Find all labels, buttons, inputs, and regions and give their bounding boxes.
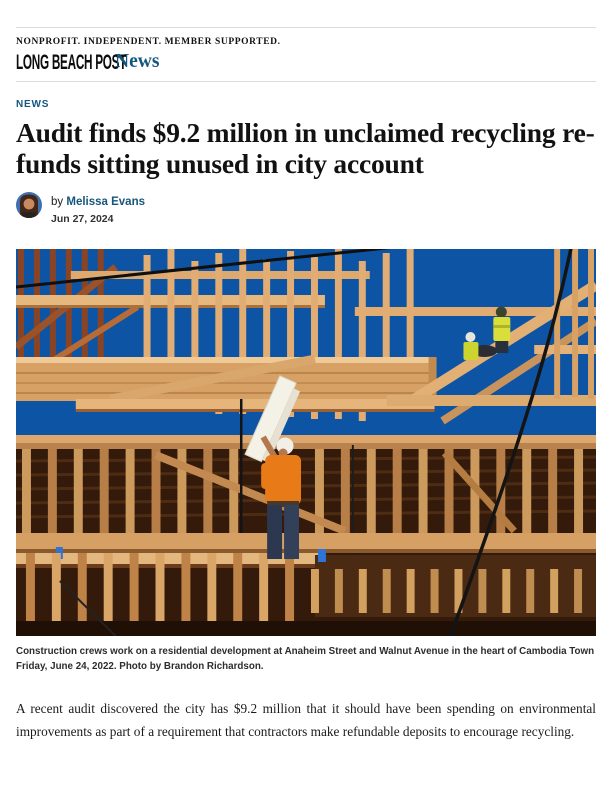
byline-text <box>51 192 145 225</box>
article-figure <box>16 249 596 674</box>
byline-prefix: by <box>51 196 64 208</box>
masthead-tagline: NONPROFIT. INDEPENDENT. MEMBER SUPPORTED. <box>16 37 281 47</box>
author-line <box>51 196 145 208</box>
author-link[interactable]: Melissa Evans <box>66 196 145 208</box>
photo-caption: Construction crews work on a residential development at Anaheim Street and Walnut Avenue in the heart of Cambodia Town Friday, June 24, 2022. Photo by Brandon Richardson. <box>16 646 595 672</box>
byline <box>16 192 596 225</box>
top-divider <box>16 27 596 28</box>
publish-date: Jun 27, 2024 <box>51 213 114 225</box>
article-title-line1: Audit finds $9.2 million in unclaimed recycling re- <box>16 117 595 148</box>
edition-label[interactable]: News <box>115 51 160 72</box>
masthead <box>16 37 596 72</box>
category-link[interactable]: NEWS <box>16 99 50 110</box>
author-avatar[interactable] <box>16 192 42 218</box>
site-logo <box>16 51 596 72</box>
brand-logo[interactable]: LONG BEACH POST <box>16 51 127 74</box>
masthead-divider <box>16 81 596 82</box>
article-title-line2: funds sitting unused in city account <box>16 148 424 179</box>
article-title <box>16 117 596 179</box>
article-body-paragraph: A recent audit discovered the city has $9.2 million that it should have been spending on environmental improvements as part of a requirement that contractors make refundable deposits to encourage recycling. <box>16 701 596 740</box>
author-avatar-image <box>16 192 42 218</box>
article-photo <box>16 249 596 636</box>
